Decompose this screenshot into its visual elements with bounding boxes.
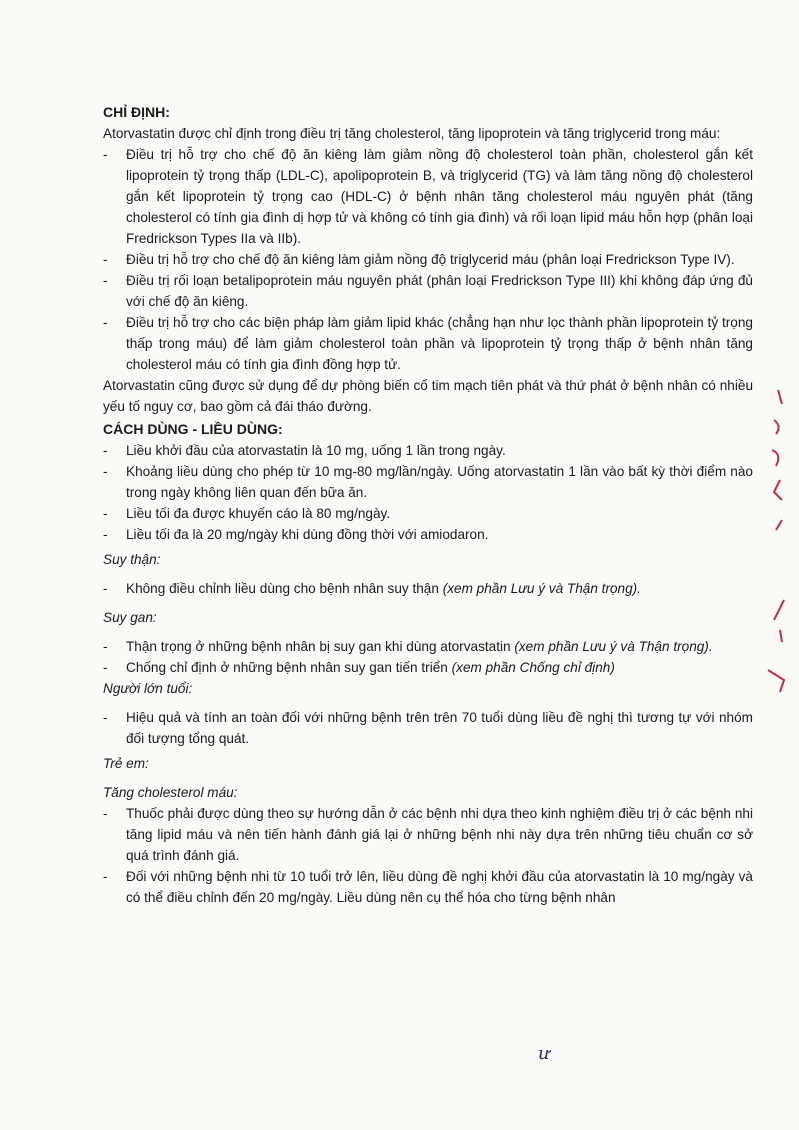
renal-list: [103, 578, 753, 599]
renal-item-ref: (xem phần Lưu ý và Thận trọng).: [442, 581, 641, 596]
indications-list: [103, 144, 753, 375]
hepatic-item: [103, 636, 753, 657]
hepatic-list: [103, 636, 753, 678]
elderly-list: [103, 707, 753, 749]
hepatic-item-ref: (xem phần Chống chỉ định): [451, 660, 615, 675]
dosage-item: - Liều tối đa là 20 mg/ngày khi dùng đồng thời với amiodaron.: [103, 524, 753, 545]
children-list: [103, 803, 753, 908]
dosage-item: - Liều tối đa được khuyến cáo là 80 mg/ngày.: [103, 503, 753, 524]
indications-heading: CHỈ ĐỊNH:: [103, 104, 170, 120]
children-item: - Đối với những bệnh nhi từ 10 tuổi trở lên, liều dùng đề nghị khởi đầu của atorvastatin là 10 mg/ngày và có thể điều chỉnh đến 20 mg/ngày. Liều dùng nên cụ thể hóa cho từng bệnh nhân: [103, 866, 753, 908]
indications-outro: Atorvastatin cũng được sử dụng để dự phòng biến cố tim mạch tiên phát và thứ phát ở bệnh nhân có nhiều yếu tố nguy cơ, bao gồm cả đái tháo đường.: [103, 378, 753, 414]
indication-item: - Điều trị rối loạn betalipoprotein máu nguyên phát (phân loại Fredrickson Type III) khi không đáp ứng đủ với chế độ ăn kiêng.: [103, 270, 753, 312]
hepatic-item-ref: (xem phần Lưu ý và Thận trọng).: [514, 639, 713, 654]
elderly-title: Người lớn tuổi:: [103, 681, 193, 696]
stamp-mark-icon: [760, 380, 790, 710]
dosage-item: - Khoảng liều dùng cho phép từ 10 mg-80 mg/lần/ngày. Uống atorvastatin 1 lần vào bất kỳ thời điểm nào trong ngày không liên quan đến bữa ăn.: [103, 461, 753, 503]
renal-item: [103, 578, 753, 599]
hepatic-item: [103, 657, 753, 678]
dosage-item: - Liều khởi đầu của atorvastatin là 10 mg, uống 1 lần trong ngày.: [103, 440, 753, 461]
renal-item-text: Không điều chỉnh liều dùng cho bệnh nhân suy thận: [126, 581, 443, 596]
hepatic-item-text: Thận trọng ở những bệnh nhân bị suy gan khi dùng atorvastatin: [126, 639, 515, 654]
elderly-item: - Hiệu quả và tính an toàn đối với những bệnh trên trên 70 tuổi dùng liều đề nghị thì tương tự với nhóm đối tượng tổng quát.: [103, 707, 753, 749]
indication-item: - Điều trị hỗ trợ cho chế độ ăn kiêng làm giảm nồng độ cholesterol toàn phần, cholesterol gắn kết lipoprotein tỷ trọng thấp (LDL-C), apolipoprotein B, và triglycerid (TG) và làm tăng nồng độ cholesterol gắn kết lipoprotein tỷ trọng cao (HDL-C) ở bệnh nhân tăng cholesterol máu nguyên phát (tăng cholesterol có tính gia đình dị hợp tử và không có tính gia đình) và rối loạn lipid máu hỗn hợp (phân loại Fredrickson Types IIa và IIb).: [103, 144, 753, 249]
renal-title: Suy thận:: [103, 552, 161, 567]
indications-intro: Atorvastatin được chỉ định trong điều trị tăng cholesterol, tăng lipoprotein và tăng triglycerid trong máu:: [103, 126, 721, 141]
hepatic-title: Suy gan:: [103, 610, 157, 625]
indication-item: - Điều trị hỗ trợ cho chế độ ăn kiêng làm giảm nồng độ triglycerid máu (phân loại Fredrickson Type IV).: [103, 249, 753, 270]
children-item: - Thuốc phải được dùng theo sự hướng dẫn ở các bệnh nhi dựa theo kinh nghiệm điều trị ở các bệnh nhi tăng lipid máu và nên tiến hành đánh giá lại ở những bệnh nhi này dựa trên những tiêu chuẩn cơ sở quá trình đánh giá.: [103, 803, 753, 866]
indication-item: - Điều trị hỗ trợ cho các biện pháp làm giảm lipid khác (chẳng hạn như lọc thành phần lipoprotein tỷ trọng thấp trong máu) để làm giảm cholesterol toàn phần và lipoprotein tỷ trọng thấp ở bệnh nhân tăng cholesterol máu có tính gia đình đồng hợp tử.: [103, 312, 753, 375]
dosage-list: [103, 440, 753, 545]
dosage-heading: CÁCH DÙNG - LIỀU DÙNG:: [103, 421, 283, 437]
handwritten-initials: ư: [538, 1043, 550, 1064]
document-body: [103, 100, 753, 908]
hepatic-item-text: Chống chỉ định ở những bệnh nhân suy gan tiến triển: [126, 660, 452, 675]
children-subtitle: Tăng cholesterol máu:: [103, 785, 238, 800]
children-title: Trẻ em:: [103, 756, 149, 771]
